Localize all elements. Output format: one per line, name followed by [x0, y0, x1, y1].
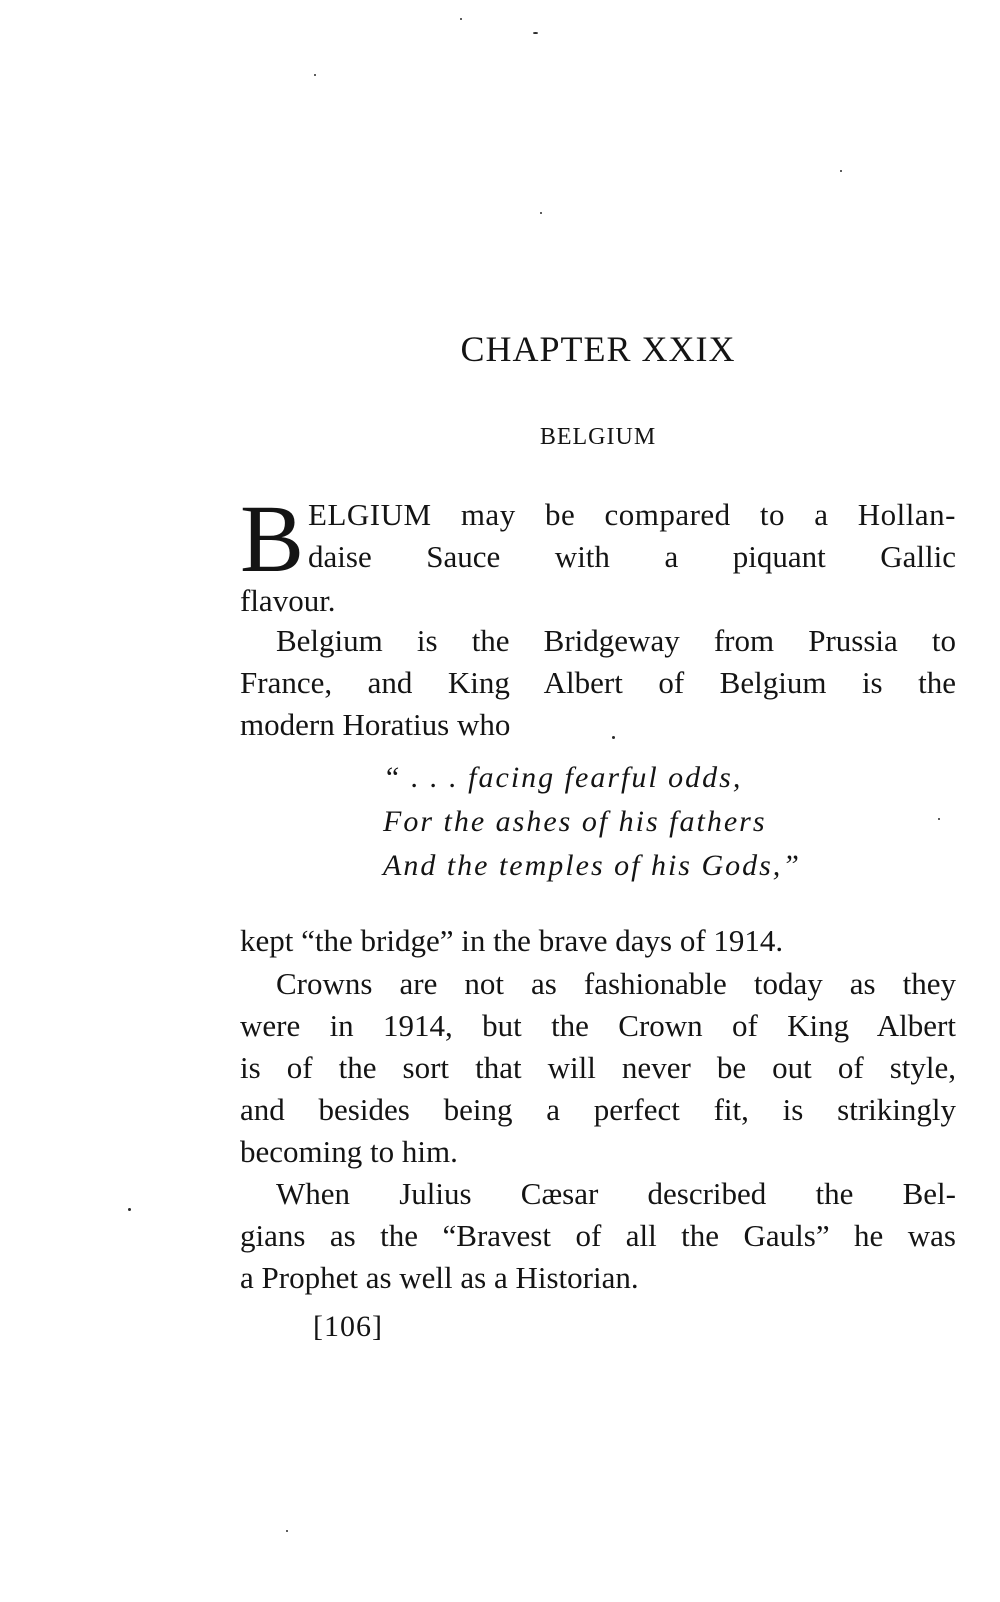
- page-number: [106]: [313, 1310, 383, 1343]
- verse-quotation: [383, 756, 801, 888]
- paragraph-4: [240, 963, 956, 1173]
- paragraph-1: [240, 485, 956, 622]
- paragraph-1-line-3: flavour.: [240, 583, 336, 618]
- paragraph-5: [240, 1173, 956, 1299]
- paragraph-2: [240, 620, 956, 746]
- chapter-heading: CHAPTER XXIX: [460, 329, 736, 369]
- chapter-title: BELGIUM: [539, 424, 657, 450]
- paragraph-1-line-2: daise Sauce with a piquant Gallic: [308, 539, 956, 574]
- scan-speck: [314, 74, 316, 76]
- paragraph-3: [240, 920, 956, 962]
- scan-speck: [460, 18, 462, 20]
- paragraph-5-line-3: a Prophet as well as a Historian.: [240, 1260, 639, 1295]
- paragraph-5-line-1: When Julius Cæsar described the Bel-: [276, 1176, 956, 1211]
- paragraph-4-line-5: becoming to him.: [240, 1134, 458, 1169]
- scan-speck: [533, 32, 538, 34]
- scan-speck: [540, 212, 542, 214]
- paragraph-2-line-3: modern Horatius who: [240, 707, 511, 742]
- paragraph-3-line-1: kept “the bridge” in the brave days of 1914.: [240, 923, 784, 958]
- scan-speck: [612, 736, 615, 739]
- paragraph-2-line-2: France, and King Albert of Belgium is the: [240, 665, 956, 700]
- paragraph-4-line-4: and besides being a perfect fit, is strikingly: [240, 1092, 956, 1127]
- scan-speck: [128, 1208, 131, 1211]
- paragraph-2-line-1: Belgium is the Bridgeway from Prussia to: [276, 623, 956, 658]
- paragraph-4-line-1: Crowns are not as fashionable today as they: [276, 966, 956, 1001]
- scan-speck: [938, 818, 940, 820]
- verse-line-1: “ . . . facing fearful odds,: [383, 761, 743, 794]
- scan-speck: [840, 170, 842, 172]
- verse-line-2: For the ashes of his fathers: [383, 805, 767, 838]
- verse-line-3: And the temples of his Gods,”: [383, 849, 801, 882]
- paragraph-1-line-1: ELGIUM may be compared to a Hollan-: [308, 497, 956, 532]
- scan-speck: [286, 1530, 288, 1532]
- paragraph-4-line-2: were in 1914, but the Crown of King Albert: [240, 1008, 956, 1043]
- drop-cap: B: [240, 485, 305, 592]
- paragraph-4-line-3: is of the sort that will never be out of style,: [240, 1050, 956, 1085]
- paragraph-5-line-2: gians as the “Bravest of all the Gauls” he was: [240, 1218, 956, 1253]
